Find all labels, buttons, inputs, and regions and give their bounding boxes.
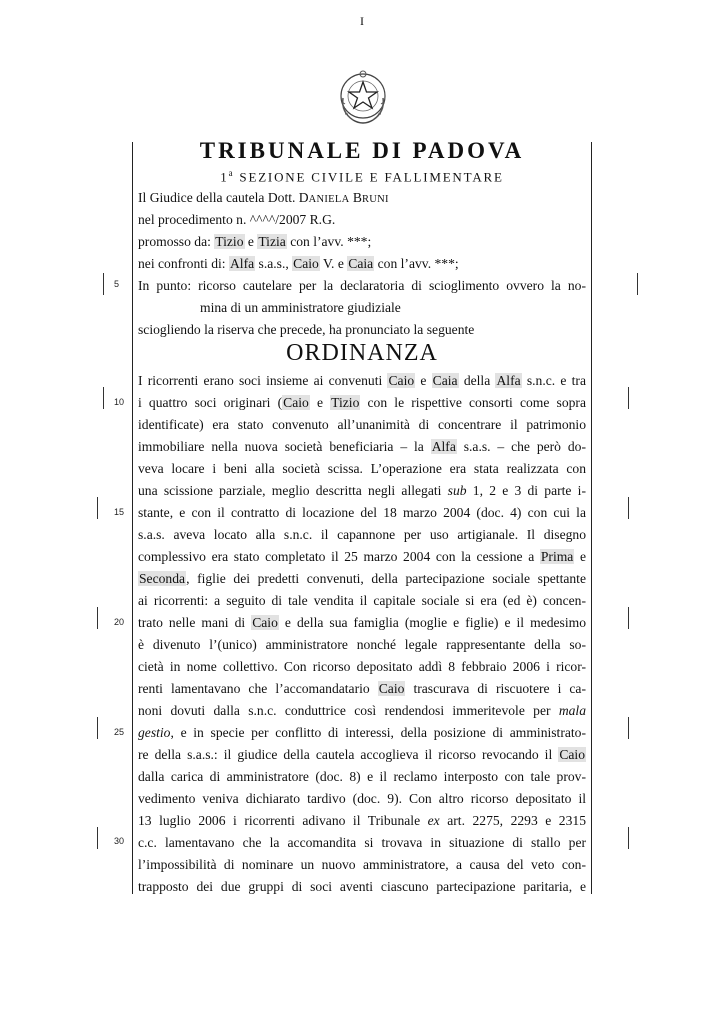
body-line: noni dovuti dalla s.n.c. conduttrice così rendendosi immeritevole per mala <box>138 703 586 718</box>
page-number: I <box>360 14 364 28</box>
body-line: stante, e con il contratto di locazione del 18 marzo 2004 (doc. 4) con cui la <box>138 505 586 520</box>
subject-line: In punto: ricorso cautelare per la declaratoria di scioglimento ovvero la no- <box>138 278 586 293</box>
body-line: ai ricorrenti: a seguito di tale vendita il capitale sociale si era (ed è) concen- <box>138 593 586 608</box>
body-line: I ricorrenti erano soci insieme ai convenuti Caio e Caia della Alfa s.n.c. e tra <box>138 373 586 388</box>
line-number: 30 <box>114 836 125 846</box>
body-line: c.c. lamentavano che la accomandita si trovava in situazione di stallo per <box>138 835 586 850</box>
margin-tick <box>628 387 629 409</box>
subject-line-continued: mina di un amministratore giudiziale <box>200 300 401 315</box>
line-number: 15 <box>114 507 125 517</box>
body-line: l’impossibilità di nominare un nuovo amministratore, a causa del veto con- <box>138 857 586 872</box>
body-line: i quattro soci originari (Caio e Tizio con le rispettive consorti come sopra <box>138 395 586 410</box>
court-title: TRIBUNALE DI PADOVA <box>199 138 525 163</box>
party-name: Alfa <box>229 256 255 271</box>
left-margin-rule <box>132 142 133 894</box>
body-line: trato nelle mani di Caio e della sua famiglia (moglie e figlie) e il medesimo <box>138 615 586 630</box>
line-number: 20 <box>114 617 125 627</box>
party-name: Caio <box>293 256 319 271</box>
section-title <box>132 168 592 185</box>
line-number: 10 <box>114 397 125 407</box>
margin-tick <box>628 717 629 739</box>
italian-republic-emblem <box>335 68 391 128</box>
body-line: gestio, e in specie per conflitto di interessi, della posizione di amministrato- <box>138 725 586 740</box>
body-line: vedimento veniva dichiarato tardivo (doc. 9). Con altro ricorso depositato il <box>138 791 586 806</box>
body-line: trapposto dei due gruppi di soci aventi ciascuno partecipazione paritaria, e <box>138 879 586 894</box>
ordinanza-heading: ORDINANZA <box>286 340 438 366</box>
body-line: una scissione parziale, meglio descritta negli allegati sub 1, 2 e 3 di parte i- <box>138 483 586 498</box>
judge-line: Il Giudice della cautela Dott. DANIELA BRUNI <box>138 190 389 205</box>
reserve-line: sciogliendo la riserva che precede, ha pronunciato la seguente <box>138 322 475 337</box>
promoted-by-line: promosso da: Tizio e Tizia con l’avv. ***; <box>138 234 372 249</box>
line-number: 5 <box>114 279 120 289</box>
section-name: SEZIONE CIVILE E FALLIMENTARE <box>234 169 504 185</box>
margin-tick <box>97 607 98 629</box>
body-line: renti lamentavano che l’accomandatario Caio trascurava di riscuotere i ca- <box>138 681 586 696</box>
body-line: Seconda, figlie dei predetti convenuti, della partecipazione sociale spettante <box>139 571 586 586</box>
margin-tick <box>628 827 629 849</box>
body-line: identificate) era stato convenuto all’unanimità di concentrare il patrimonio <box>138 417 586 432</box>
margin-tick <box>103 273 104 295</box>
body-line: veva locare i beni alla società scissa. L’operazione era stata realizzata con <box>138 461 586 476</box>
proceeding-line: nel procedimento n. ^^^^/2007 R.G. <box>138 212 336 227</box>
party-name: Tizia <box>258 234 286 249</box>
margin-tick <box>103 387 104 409</box>
body-line: cietà in nome collettivo. Con ricorso depositato addì 8 febbraio 2006 i ricor- <box>138 659 586 674</box>
body-line: dalla carica di amministratore (doc. 8) e il reclamo interposto con tale prov- <box>138 769 586 784</box>
body-line: 13 luglio 2006 i ricorrenti adivano il Tribunale ex art. 2275, 2293 e 2315 <box>138 813 586 828</box>
right-margin-rule <box>591 142 592 894</box>
section-ordinal: 1 <box>220 169 229 185</box>
body-line: è divenuto l’(unico) amministratore nonché legale rappresentante della so- <box>138 637 586 652</box>
margin-tick <box>97 827 98 849</box>
margin-tick <box>97 717 98 739</box>
body-line: s.a.s. aveva locato alla s.n.c. il capannone per uso artigianale. Il disegno <box>138 527 586 542</box>
party-name: Caia <box>348 256 374 271</box>
section-ordinal-sup: a <box>228 168 235 178</box>
margin-tick <box>637 273 638 295</box>
margin-tick <box>97 497 98 519</box>
body-line: complessivo era stato completato il 25 marzo 2004 con la cessione a Prima e <box>138 549 586 564</box>
body-line: re della s.a.s.: il giudice della cautela accoglieva il ricorso revocando il Caio <box>138 747 585 762</box>
against-line: nei confronti di: Alfa s.a.s., Caio V. e Caia con l’avv. ***; <box>138 256 459 271</box>
party-name: Tizio <box>215 234 244 249</box>
margin-tick <box>628 497 629 519</box>
margin-tick <box>628 607 629 629</box>
body-line: immobiliare nella nuova società beneficiaria – la Alfa s.a.s. – che però do- <box>138 439 586 454</box>
line-number: 25 <box>114 727 125 737</box>
